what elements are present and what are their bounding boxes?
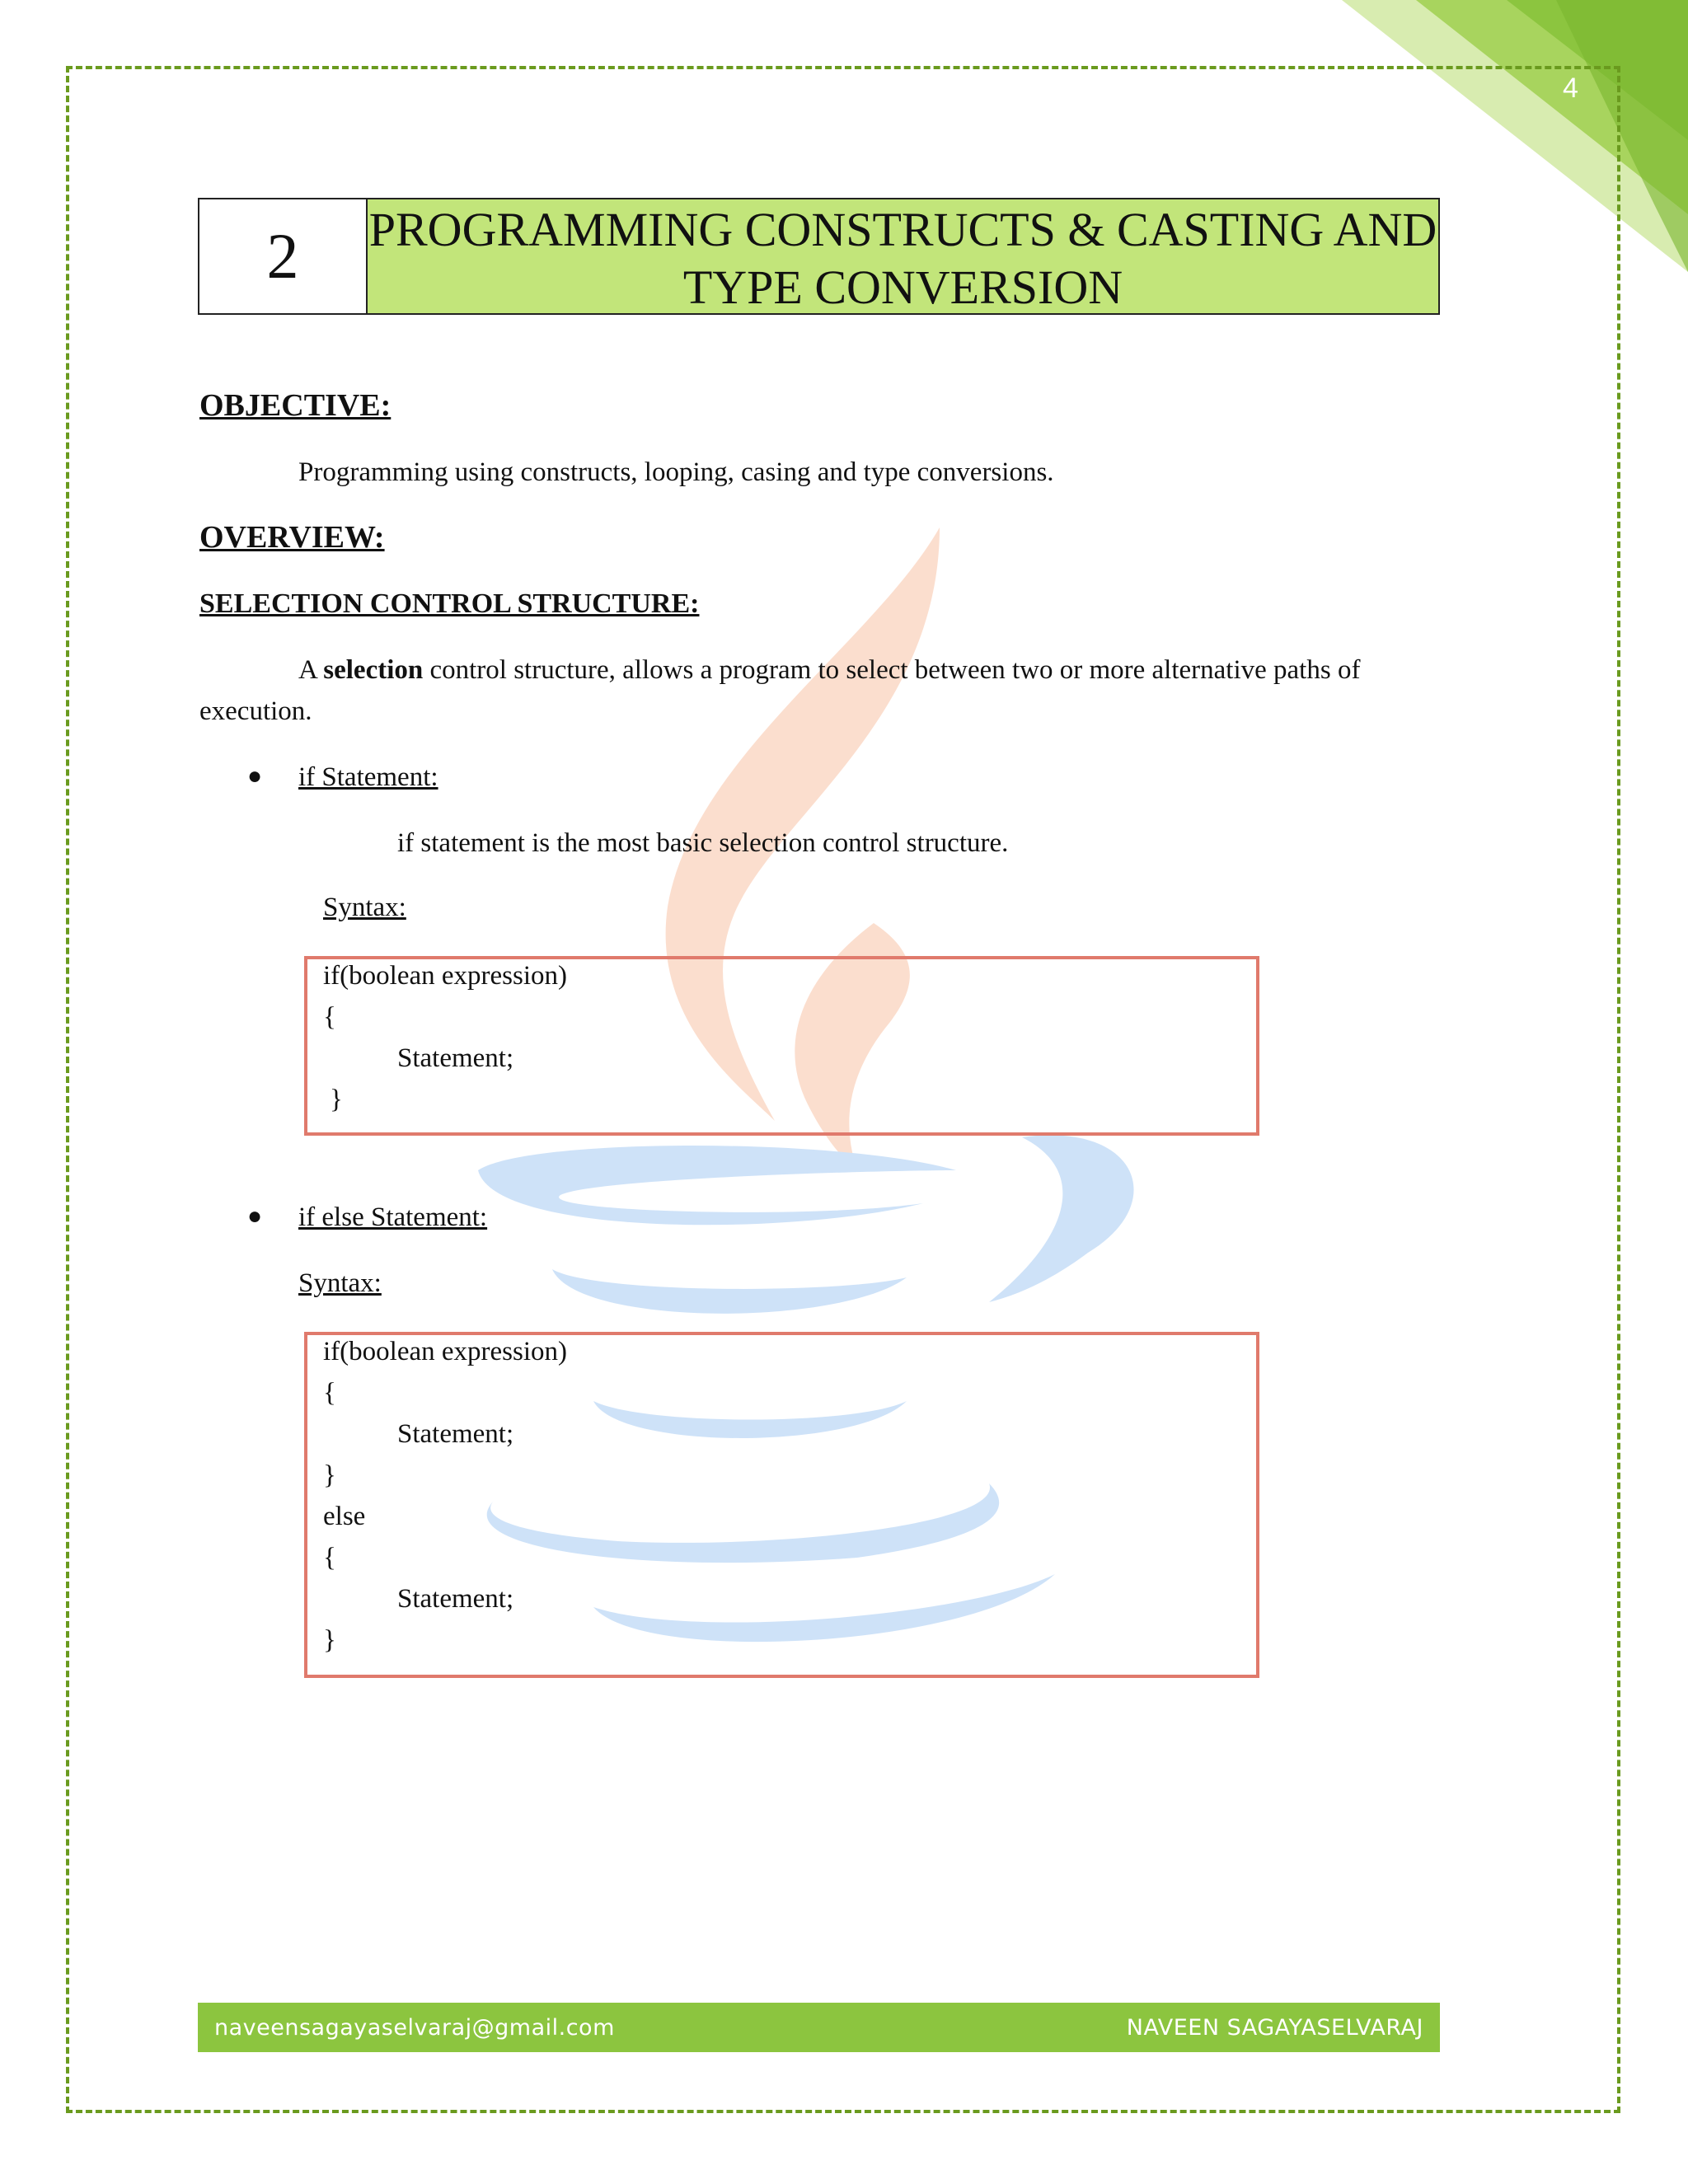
code-line: } bbox=[330, 1085, 343, 1114]
intro-rest: control structure, allows a program to select between two or more alternative paths of bbox=[423, 655, 1361, 685]
code-line: Statement; bbox=[397, 1584, 514, 1614]
code-line: } bbox=[323, 1625, 336, 1655]
code-line: if(boolean expression) bbox=[323, 961, 567, 991]
page-number: 4 bbox=[1563, 73, 1578, 104]
chapter-number: 2 bbox=[199, 199, 368, 313]
code-line: if(boolean expression) bbox=[323, 1337, 567, 1366]
overview-heading: OVERVIEW: bbox=[199, 520, 385, 555]
chapter-title-box bbox=[198, 198, 1440, 315]
code-line: { bbox=[323, 1543, 336, 1572]
code-line: { bbox=[323, 1002, 336, 1032]
if-statement-title: if Statement: bbox=[298, 762, 438, 792]
chapter-title: PROGRAMMING CONSTRUCTS & CASTING AND TYPE CONVERSION bbox=[368, 199, 1438, 313]
intro-bold-word: selection bbox=[323, 655, 424, 685]
footer-author: NAVEEN SAGAYASELVARAJ bbox=[1126, 2014, 1423, 2041]
code-line: else bbox=[323, 1502, 366, 1531]
code-line: Statement; bbox=[397, 1419, 514, 1449]
if-else-statement-title: if else Statement: bbox=[298, 1202, 488, 1232]
code-line: Statement; bbox=[397, 1043, 514, 1073]
code-line: } bbox=[323, 1460, 336, 1490]
if-statement-description: if statement is the most basic selection control structure. bbox=[397, 828, 1009, 858]
bullet-icon: ● bbox=[247, 762, 263, 790]
selection-intro-line2: execution. bbox=[199, 696, 312, 726]
objective-heading: OBJECTIVE: bbox=[199, 388, 392, 423]
if-else-code-box bbox=[304, 1332, 1259, 1678]
footer-email: naveensagayaselvaraj@gmail.com bbox=[214, 2014, 615, 2041]
bullet-icon: ● bbox=[247, 1202, 263, 1230]
code-line: { bbox=[323, 1378, 336, 1408]
if-else-syntax-label: Syntax: bbox=[298, 1268, 382, 1298]
intro-prefix: A bbox=[298, 655, 324, 685]
if-syntax-label: Syntax: bbox=[323, 893, 406, 922]
selection-heading: SELECTION CONTROL STRUCTURE: bbox=[199, 588, 700, 619]
selection-intro bbox=[298, 649, 1444, 691]
objective-text: Programming using constructs, looping, casing and type conversions. bbox=[298, 457, 1054, 487]
footer-bar bbox=[198, 2003, 1440, 2052]
